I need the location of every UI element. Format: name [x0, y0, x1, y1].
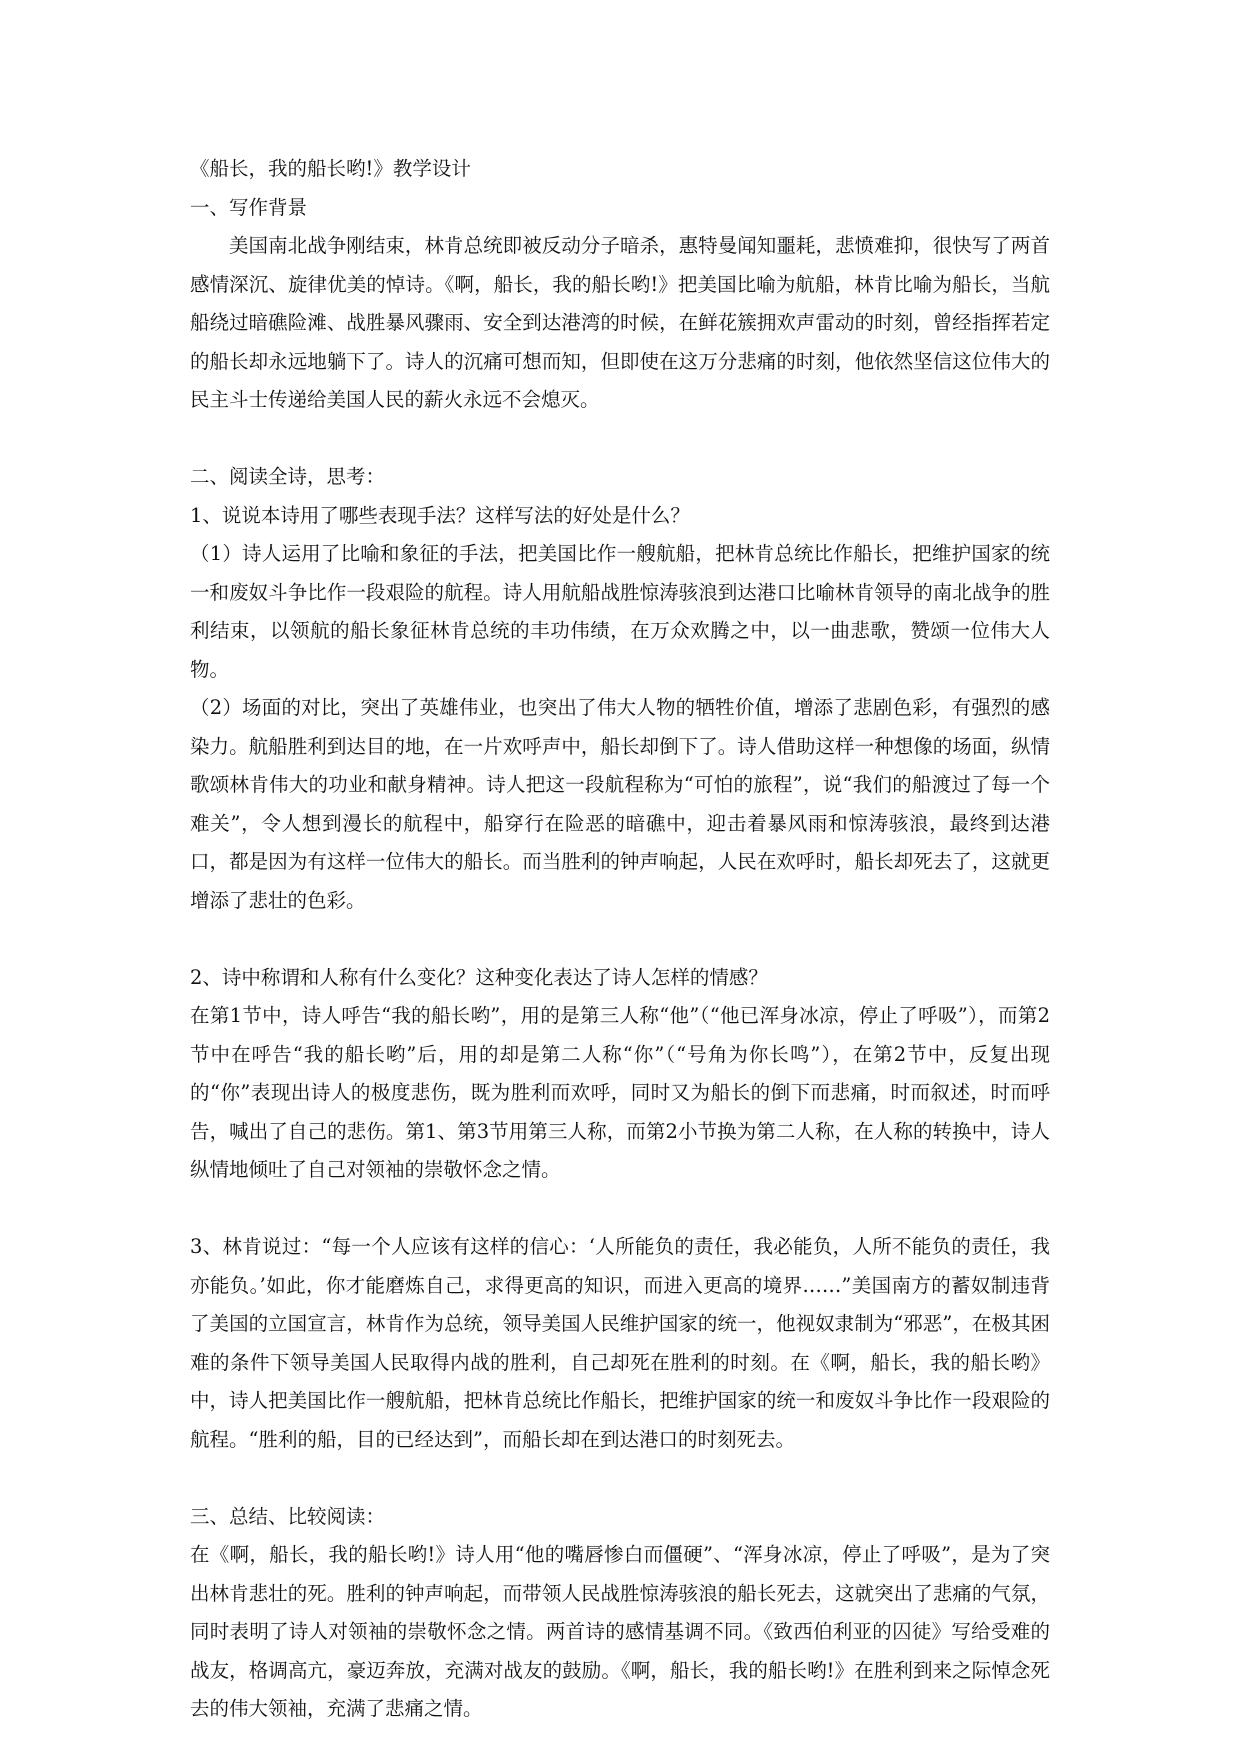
answer-1-part-1: （1）诗人运用了比喻和象征的手法，把美国比作一艘航船，把林肯总统比作船长，把维护国家的统一和废奴斗争比作一段艰险的航程。诗人用航船战胜惊涛骇浪到达港口比喻林肯领导的南北战争的胜利结束，以领航的船长象征林肯总统的丰功伟绩，在万众欢腾之中，以一曲悲歌，赞颂一位伟大人物。	[190, 542, 1050, 681]
section-heading-summary: 三、总结、比较阅读：	[190, 1504, 386, 1528]
spacer	[190, 1459, 1050, 1498]
summary-paragraph: 在《啊，船长，我的船长哟!》诗人用“他的嘴唇惨白而僵硬”、“浑身冰凉，停止了呼吸”，是为了突出林肯悲壮的死。胜利的钟声响起，而带领人民战胜惊涛骇浪的船长死去，这就突出了悲痛的气氛，同时表明了诗人对领袖的崇敬怀念之情。两首诗的感情基调不同。《致西伯利亚的囚徒》写给受难的战友，格调高亢，豪迈奔放，充满对战友的鼓励。《啊，船长，我的船长哟!》在胜利到来之际悼念死去的伟大领袖，充满了悲痛之情。	[190, 1543, 1050, 1720]
answer-2: 在第1节中，诗人呼告“我的船长哟”，用的是第三人称“他”（“他已浑身冰凉，停止了呼吸”），而第2节中在呼告“我的船长哟”后，用的却是第二人称“你”（“号角为你长鸣”），在第2节中，反复出现的“你”表现出诗人的极度悲伤，既为胜利而欢呼，同时又为船长的倒下而悲痛，时而叙述，时而呼告，喊出了自己的悲伤。第1、第3节用第三人称，而第2小节换为第二人称，在人称的转换中，诗人纵情地倾吐了自己对领袖的崇敬怀念之情。	[190, 1004, 1050, 1181]
background-paragraph: 美国南北战争刚结束，林肯总统即被反动分子暗杀，惠特曼闻知噩耗，悲愤难抑，很快写了两首感情深沉、旋律优美的悼诗。《啊，船长，我的船长哟!》把美国比喻为航船，林肯比喻为船长，当航船绕过暗礁险滩、战胜暴风骤雨、安全到达港湾的时候，在鲜花簇拥欢声雷动的时刻，曾经指挥若定的船长却永远地躺下了。诗人的沉痛可想而知，但即使在这万分悲痛的时刻，他依然坚信这位伟大的民主斗士传递给美国人民的薪火永远不会熄灭。	[190, 234, 1050, 411]
spacer	[190, 420, 1050, 459]
question-1: 1、说说本诗用了哪些表现手法？这样写法的好处是什么？	[190, 503, 690, 527]
document-title: 《船长，我的船长哟!》教学设计	[190, 157, 471, 180]
section-heading-background: 一、写作背景	[190, 195, 308, 219]
question-2: 2、诗中称谓和人称有什么变化？这种变化表达了诗人怎样的情感？	[190, 965, 768, 989]
question-3-paragraph: 3、林肯说过：“每一个人应该有这样的信心：‘人所能负的责任，我必能负，人所不能负的责任，我亦能负。’如此，你才能磨炼自己，求得更高的知识，而进入更高的境界……”美国南方的蓄奴制违背了美国的立国宣言，林肯作为总统，领导美国人民维护国家的统一，他视奴隶制为“邪恶”，在极其困难的条件下领导美国人民取得内战的胜利，自己却死在胜利的时刻。在《啊，船长，我的船长哟》中，诗人把美国比作一艘航船，把林肯总统比作船长，把维护国家的统一和废奴斗争比作一段艰险的航程。“胜利的船，目的已经达到”，而船长却在到达港口的时刻死去。	[190, 1235, 1050, 1451]
section-heading-reading: 二、阅读全诗，思考：	[190, 465, 386, 488]
answer-1-part-2: （2）场面的对比，突出了英雄伟业，也突出了伟大人物的牺牲价值，增添了悲剧色彩，有强烈的感染力。航船胜利到达目的地，在一片欢呼声中，船长却倒下了。诗人借助这样一种想像的场面，纵情歌颂林肯伟大的功业和献身精神。诗人把这一段航程称为“可怕的旅程”，说“我们的船渡过了每一个难关”，令人想到漫长的航程中，船穿行在险恶的暗礁中，迎击着暴风雨和惊涛骇浪，最终到达港口，都是因为有这样一位伟大的船长。而当胜利的钟声响起，人民在欢呼时，船长却死去了，这就更增添了悲壮的色彩。	[190, 696, 1050, 912]
spacer	[190, 920, 1050, 959]
document-page	[190, 150, 1050, 1729]
spacer	[190, 1190, 1050, 1229]
